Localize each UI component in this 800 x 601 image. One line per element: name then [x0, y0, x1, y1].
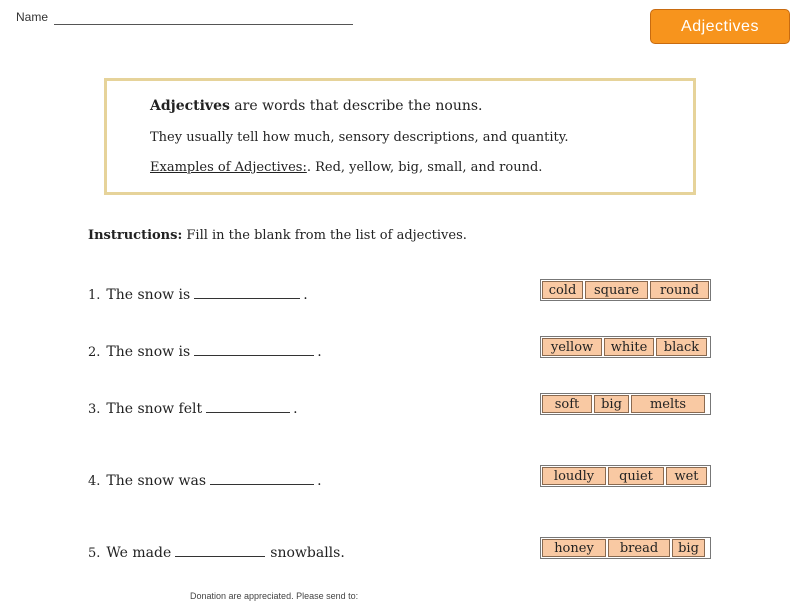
choice-word[interactable]: wet: [666, 467, 707, 485]
choice-word[interactable]: soft: [542, 395, 592, 413]
question-number: 4.: [88, 474, 101, 489]
question-2: [88, 341, 322, 360]
examples-line: [150, 160, 542, 175]
question-number: 3.: [88, 402, 101, 417]
choice-box-2: [540, 336, 711, 358]
question-text: The snow was: [106, 473, 207, 489]
choice-word[interactable]: round: [650, 281, 709, 299]
question-end: .: [303, 287, 308, 303]
question-text: The snow felt: [106, 401, 203, 417]
answer-blank[interactable]: [206, 398, 290, 413]
donation-note: Donation are appreciated. Please send to:: [190, 591, 359, 601]
definition-term: Adjectives: [150, 98, 230, 114]
question-text: The snow is: [106, 344, 191, 360]
choice-word[interactable]: cold: [542, 281, 583, 299]
definition-detail: They usually tell how much, sensory descriptions, and quantity.: [150, 130, 569, 145]
choice-word[interactable]: black: [656, 338, 707, 356]
question-number: 1.: [88, 288, 101, 303]
question-text: We made: [106, 545, 172, 561]
choice-word[interactable]: yellow: [542, 338, 602, 356]
question-text: The snow is: [106, 287, 191, 303]
question-number: 2.: [88, 345, 101, 360]
choice-box-1: [540, 279, 711, 301]
choice-word[interactable]: big: [594, 395, 629, 413]
examples-label: Examples of Adjectives:: [150, 160, 307, 175]
choice-word[interactable]: melts: [631, 395, 705, 413]
question-end: snowballs.: [270, 545, 345, 561]
definition-box: [104, 78, 696, 195]
choice-word[interactable]: honey: [542, 539, 606, 557]
answer-blank[interactable]: [194, 284, 300, 299]
name-label: Name: [16, 10, 49, 24]
choice-word[interactable]: quiet: [608, 467, 664, 485]
choice-box-5: [540, 537, 711, 559]
choice-box-3: [540, 393, 711, 415]
instructions-label: Instructions:: [88, 228, 183, 243]
instructions: [88, 228, 467, 243]
choice-word[interactable]: bread: [608, 539, 670, 557]
answer-blank[interactable]: [194, 341, 314, 356]
choice-box-4: [540, 465, 711, 487]
question-number: 5.: [88, 546, 101, 561]
instructions-text: Fill in the blank from the list of adjectives.: [182, 228, 467, 243]
question-end: .: [317, 344, 322, 360]
question-end: .: [317, 473, 322, 489]
answer-blank[interactable]: [175, 542, 265, 557]
definition-line: [150, 98, 482, 114]
examples-text: . Red, yellow, big, small, and round.: [306, 160, 543, 175]
name-blank-line[interactable]: [54, 24, 353, 25]
question-1: [88, 284, 308, 303]
answer-blank[interactable]: [210, 470, 314, 485]
definition-text: are words that describe the nouns.: [229, 98, 483, 114]
question-end: .: [293, 401, 298, 417]
choice-word[interactable]: square: [585, 281, 648, 299]
choice-word[interactable]: loudly: [542, 467, 606, 485]
question-3: [88, 398, 298, 417]
choice-word[interactable]: white: [604, 338, 654, 356]
choice-word[interactable]: big: [672, 539, 705, 557]
question-4: [88, 470, 322, 489]
question-5: [88, 542, 345, 561]
worksheet-title-badge: Adjectives: [650, 9, 790, 44]
